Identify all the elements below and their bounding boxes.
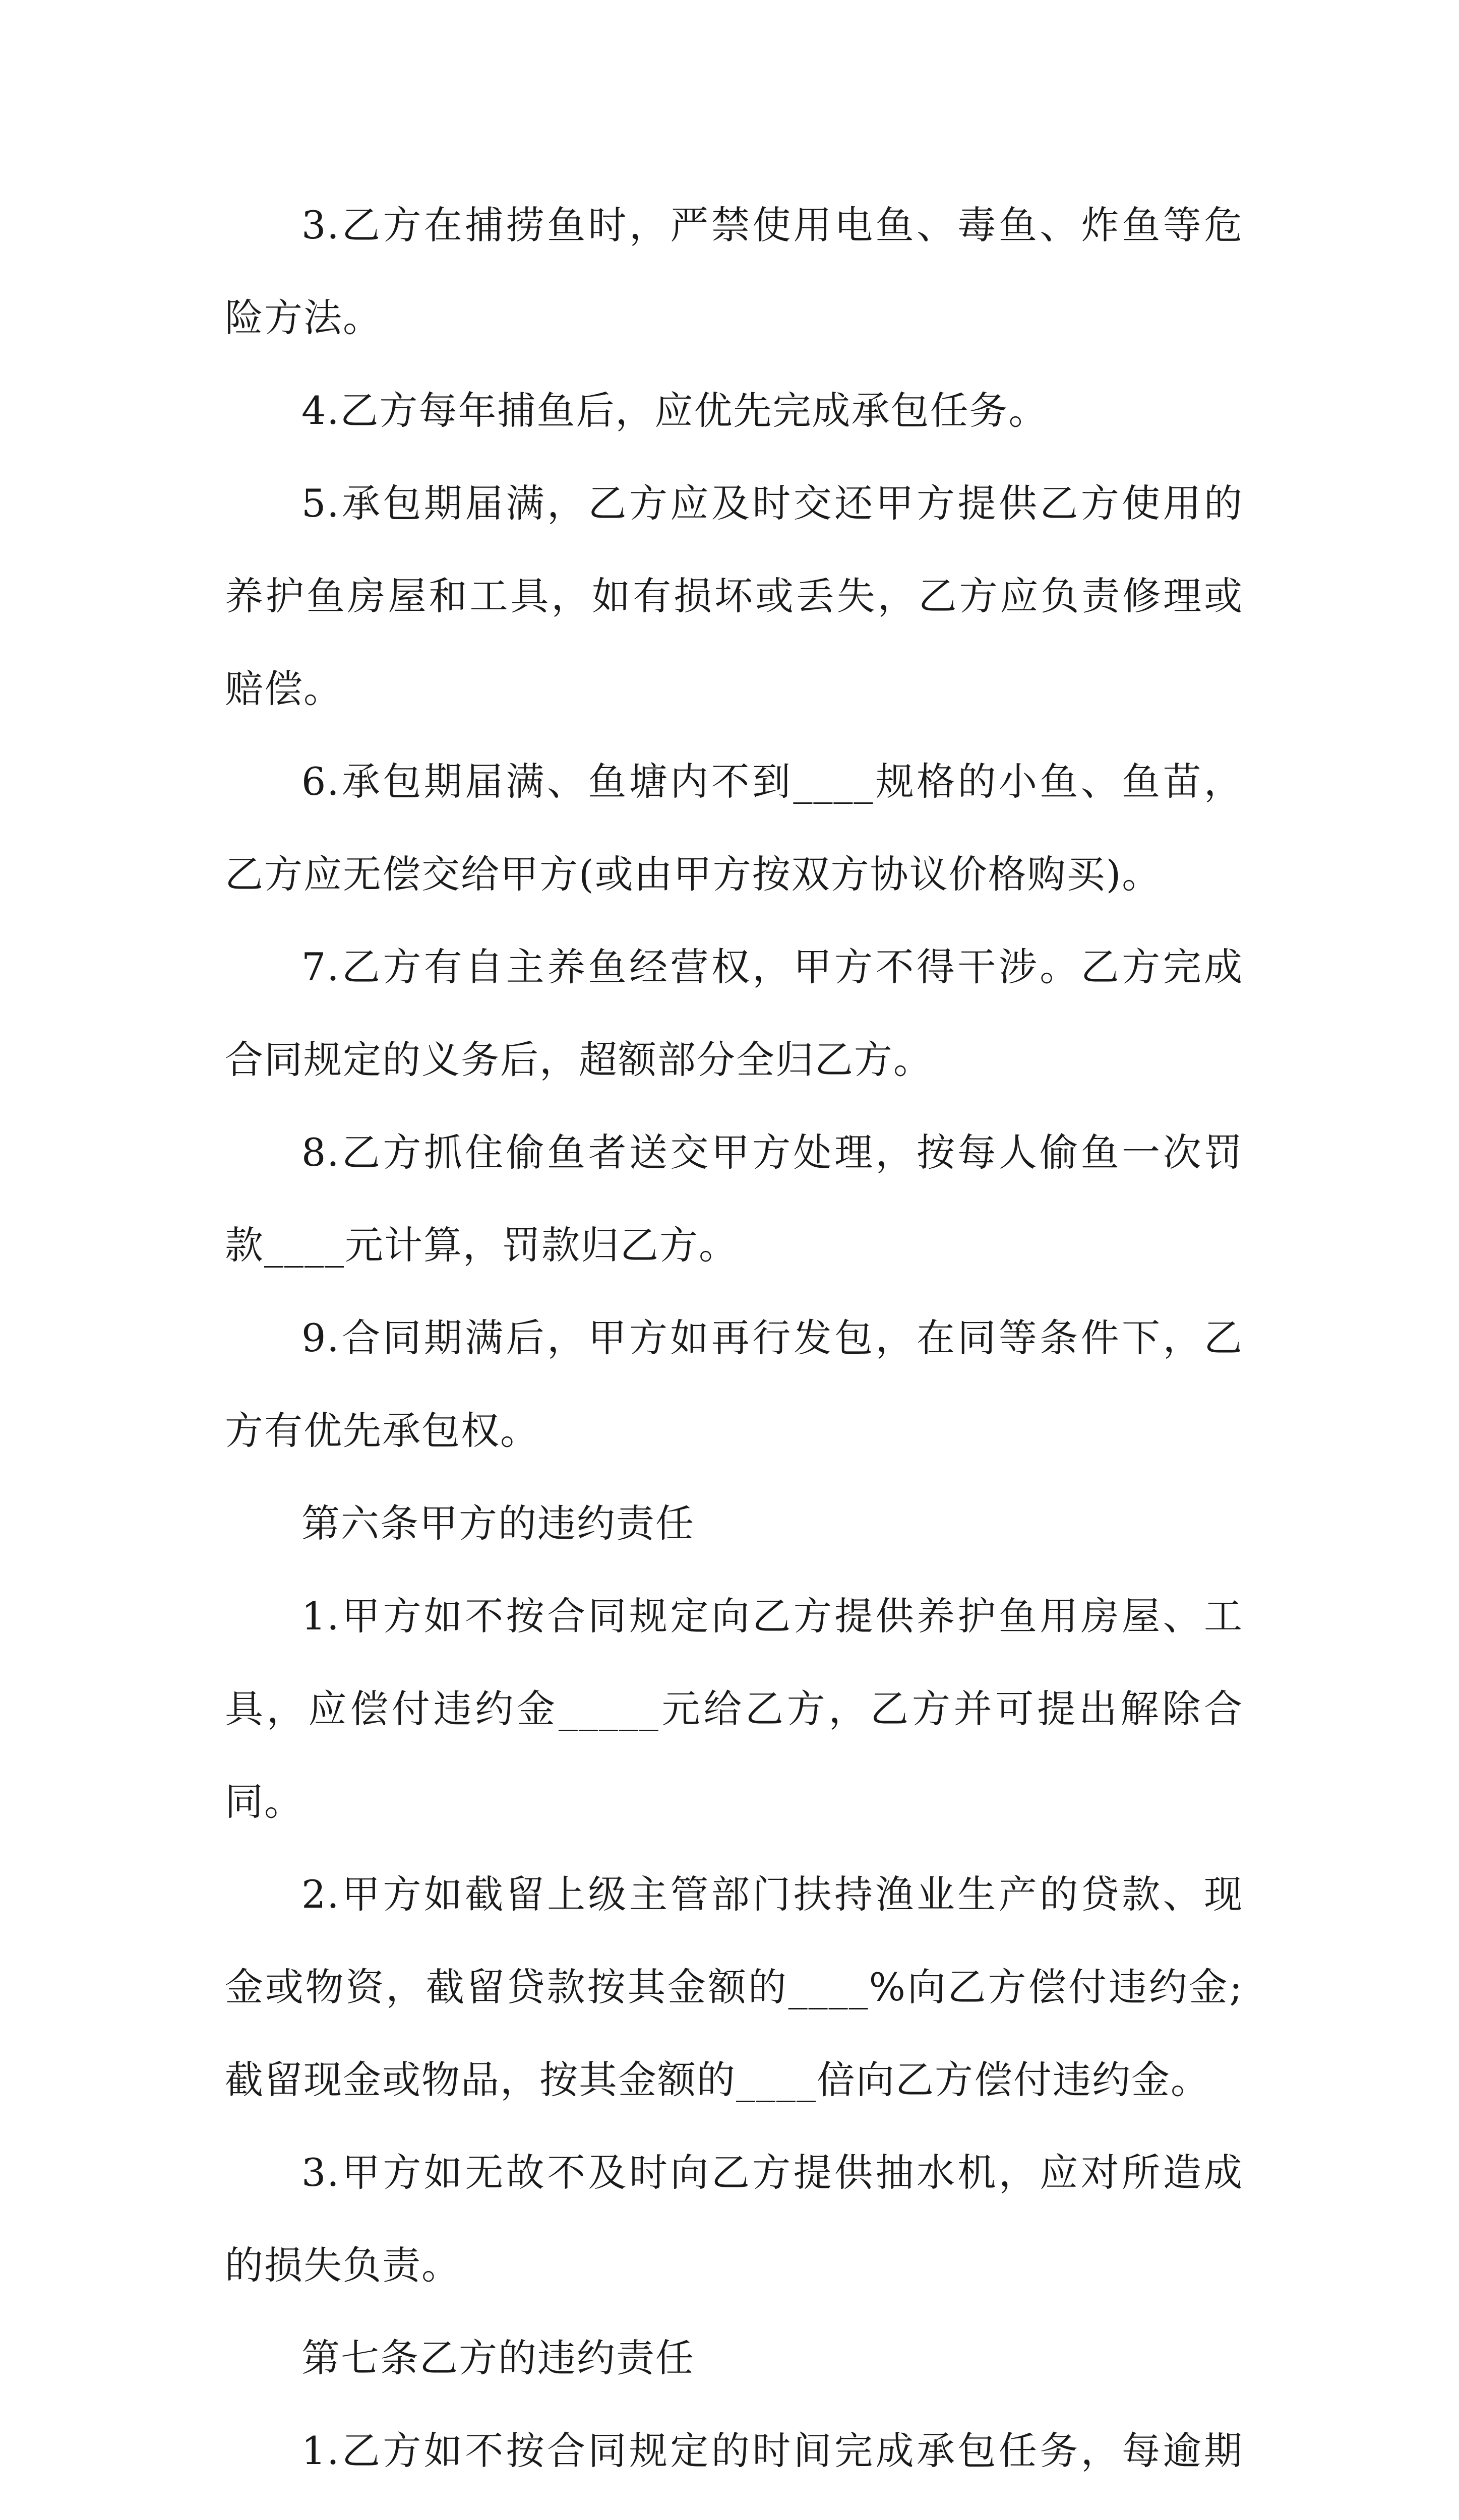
article-6-clause-1: 1.甲方如不按合同规定向乙方提供养护鱼用房屋、工具，应偿付违约金_____元给乙方，乙方并可提出解除合同。 [225,1594,1243,1824]
article-7-clause-1: 1.乙方如不按合同规定的时间完成承包任务，每逾期 [301,2428,1243,2473]
clause-9-priority-renewal: 9.合同期满后，甲方如再行发包，在同等条件下，乙方有优先承包权。 [225,1315,1243,1453]
article-7-heading: 第七条乙方的违约责任 [301,2336,695,2380]
clause-5-return-house-and-tools: 5.承包期届满，乙方应及时交还甲方提供乙方使用的养护鱼房屋和工具，如有损坏或丢失，乙方应负责修理或赔偿。 [225,481,1243,711]
article-6-heading: 第六条甲方的违约责任 [301,1501,695,1546]
clause-4-priority-contract-task: 4.乙方每年捕鱼后，应优先完成承包任务。 [301,388,1048,433]
clause-7-operating-rights: 7.乙方有自主养鱼经营权，甲方不得干涉。乙方完成合同规定的义务后，超额部分全归乙方。 [225,944,1243,1082]
article-6-clause-3: 3.甲方如无故不及时向乙方提供抽水机，应对所造成的损失负责。 [225,2150,1243,2288]
article-6-clause-2: 2.甲方如截留上级主管部门扶持渔业生产的贷款、现金或物资，截留贷款按其金额的____%向乙方偿付违约金;截留现金或物品，按其金额的____倍向乙方偿付违约金。 [225,1872,1243,2102]
clause-6-small-fish-handover: 6.承包期届满、鱼塘内不到____规格的小鱼、鱼苗，乙方应无偿交给甲方(或由甲方按双方协议价格购买)。 [225,759,1243,897]
clause-8-fish-thief-fine: 8.乙方抓住偷鱼者送交甲方处理，按每人偷鱼一次罚款____元计算，罚款归乙方。 [225,1130,1243,1268]
document-body [225,179,1243,2520]
clause-3-no-dangerous-fishing: 3.乙方在捕捞鱼时，严禁使用电鱼、毒鱼、炸鱼等危险方法。 [225,203,1243,340]
